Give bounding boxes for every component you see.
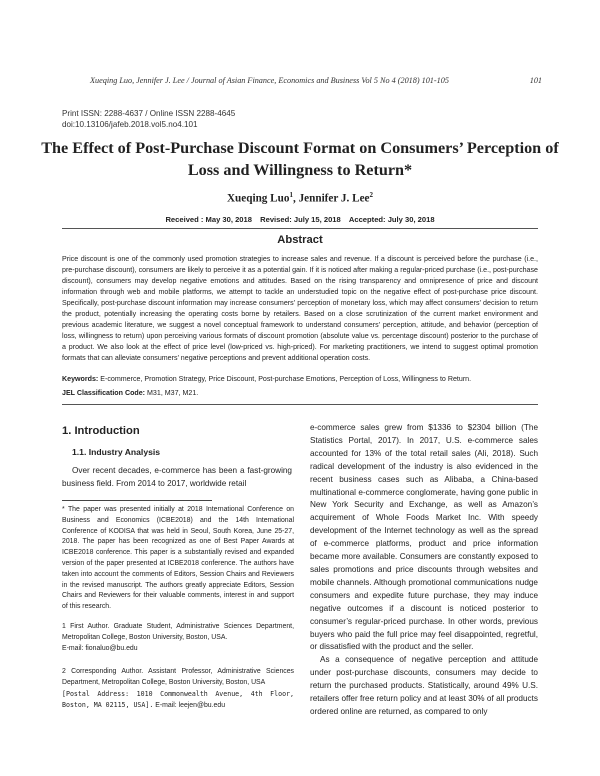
intro-right-column (310, 422, 538, 719)
footnote-corresponding-text: 2 Corresponding Author. Assistant Professor, Administrative Sciences Department, Metropolitan College, Boston University, Boston, USA (62, 668, 294, 686)
bottom-divider (62, 404, 538, 405)
revised-date: Revised: July 15, 2018 (260, 215, 341, 224)
running-header-citation: Xueqing Luo, Jennifer J. Lee / Journal of Asian Finance, Economics and Business Vol 5 No 4 (2018) 101-105 (90, 76, 449, 85)
jel-label: JEL Classification Code: (62, 389, 146, 397)
doi-line[interactable]: doi:10.13106/jafeb.2018.vol5.no4.101 (62, 120, 198, 129)
abstract-heading: Abstract (277, 234, 323, 246)
accepted-date: Accepted: July 30, 2018 (348, 215, 435, 224)
author-line (0, 191, 600, 205)
issn-line: Print ISSN: 2288-4637 / Online ISSN 2288-4645 (62, 109, 236, 118)
keywords-value: E-commerce, Promotion Strategy, Price Discount, Post-purchase Emotions, Perception of Loss, Willingness to Return. (98, 375, 472, 383)
keywords-line (62, 374, 538, 385)
running-header (90, 76, 542, 85)
footnote-corresponding-author (62, 667, 294, 712)
footnote-first-author (62, 622, 294, 654)
keywords-label: Keywords: (62, 375, 99, 383)
footnote-first-author-email[interactable]: E-mail: fionaluo@bu.edu (62, 644, 138, 652)
top-divider (62, 228, 538, 229)
intro-paragraph: e-commerce sales grew from $1336 to $2304 billion (The Statistics Portal, 2017). In 2017, U.S. e-commerce sales accounted for 13% of the total retail sales (Ali, 2018). Such radical development of the industry is also evidenced in the recent business cases such as Alibaba, a China-based multinational e-commerce conglomerate, having gone public in New York Security and Exchange, as well as Amazon’s acquirement of Whole Foods Market Inc. With speedy development of the Internet technology as well as the spread of e-commerce platforms, product and price information became more available. Consumers are constantly exposed to sales promotions and price discounts through websites and mobile channels. Although promotional communications nudge consumers and expedite future purchase, they may induce negative outcomes if a discount is noticed posterior to consumer’s regular-priced purchase. In other words, previous buyers who paid the full price may feel disappointed, regretful, or dissatisfied with the product and the seller. (310, 423, 538, 652)
footnote-corresponding-email[interactable]: E-mail: leejen@bu.edu (153, 702, 226, 710)
footnote-star: * The paper was presented initially at 2018 International Conference on Business and Economics (ICBE2018) and the 14th International Conference of KODISA that was held in Seoul, South Korea, June 25-27, 2018. The paper has been recognized as one of Best Paper Awards at ICBE2018 conference. This paper is a substantially revised and expanded version of the paper presented at ICBE2018 conference. The authors have taken into account the comments of Editors, Session Chairs and Reviewers in the revised manuscript. The authors greatly appreciate Editors, Session Chairs and Reviewers for their valuable comments, interest in and support of this research. (62, 506, 294, 611)
subsection-heading: 1.1. Industry Analysis (72, 447, 161, 457)
section-heading: 1. Introduction (62, 425, 140, 437)
author-affiliation-mark: 2 (369, 191, 374, 199)
author-separator: , (292, 192, 299, 205)
jel-line (62, 388, 538, 399)
paper-title: The Effect of Post-Purchase Discount Format on Consumers’ Perception of Loss and Willingness to Return* (41, 139, 559, 179)
received-date: Received : May 30, 2018 (165, 215, 252, 224)
footnote-postal-address: [Postal Address: 1010 Commonwealth Avenue, 4th Floor, Boston, MA 02115, USA]. (62, 689, 294, 710)
footnote-first-author-text: 1 First Author. Graduate Student, Administrative Sciences Department, Metropolitan College, Boston University, Boston, USA. (62, 623, 294, 641)
intro-paragraph-left: Over recent decades, e-commerce has been a fast-growing business field. From 2014 to 2017, worldwide retail (62, 466, 292, 488)
footnote-rule (62, 500, 212, 501)
author-name: Jennifer J. Lee (298, 192, 370, 205)
author-affiliation-mark: 1 (289, 191, 293, 199)
author-name: Xueqing Luo (226, 192, 290, 205)
submission-dates (0, 215, 600, 224)
jel-value: M31, M37, M21. (145, 389, 199, 397)
footnote-corresponding-address-line (62, 689, 294, 713)
intro-paragraph: As a consequence of negative perception and attitude under post-purchase discounts, consumers may decide to return the purchased products. Statistically, around 49% U.S. retailers offer free return policy and at least 30% of all products ordered online are returned, as compared to only (310, 655, 538, 716)
issn-block (62, 108, 235, 130)
abstract-text: Price discount is one of the commonly used promotion strategies to increase sales and revenue. If a discount is perceived before the purchase (i.e., pre-purchase discount), consumers are likely to perceive it as a potential gain. If it is noticed after making a regular-priced purchase (i.e., post-purchase discount), consumers may develop negative emotions and attitudes. Based on the rising transparency and omnipresence of price and discount information through web and mobile platforms, we attempt to tackle an understudied topic on the negative effect of post-purchase price discount. Specifically, post-purchase discount information may increase consumers’ perception of monetary loss, which may affect consumers’ decision to return the product, potentially increasing the operating costs borne by retailers. Based on a close scrutinization of the current market environment and previous academic literature, we suggest a novel conceptual framework to understand consumers’ perception, attitude, and behavior (perception of loss, willingness to return) upon perceiving various formats of discount promotion (absolute value vs. percentage discount) posterior to the purchase of a product. We also look at the effect of price level (low-priced vs. high-priced). For marketing practitioners, we intend to suggest optimal promotion formats that can alleviate consumers’ negative perceptions and prevent additional operation costs. (62, 255, 538, 363)
page-number: 101 (529, 76, 542, 85)
